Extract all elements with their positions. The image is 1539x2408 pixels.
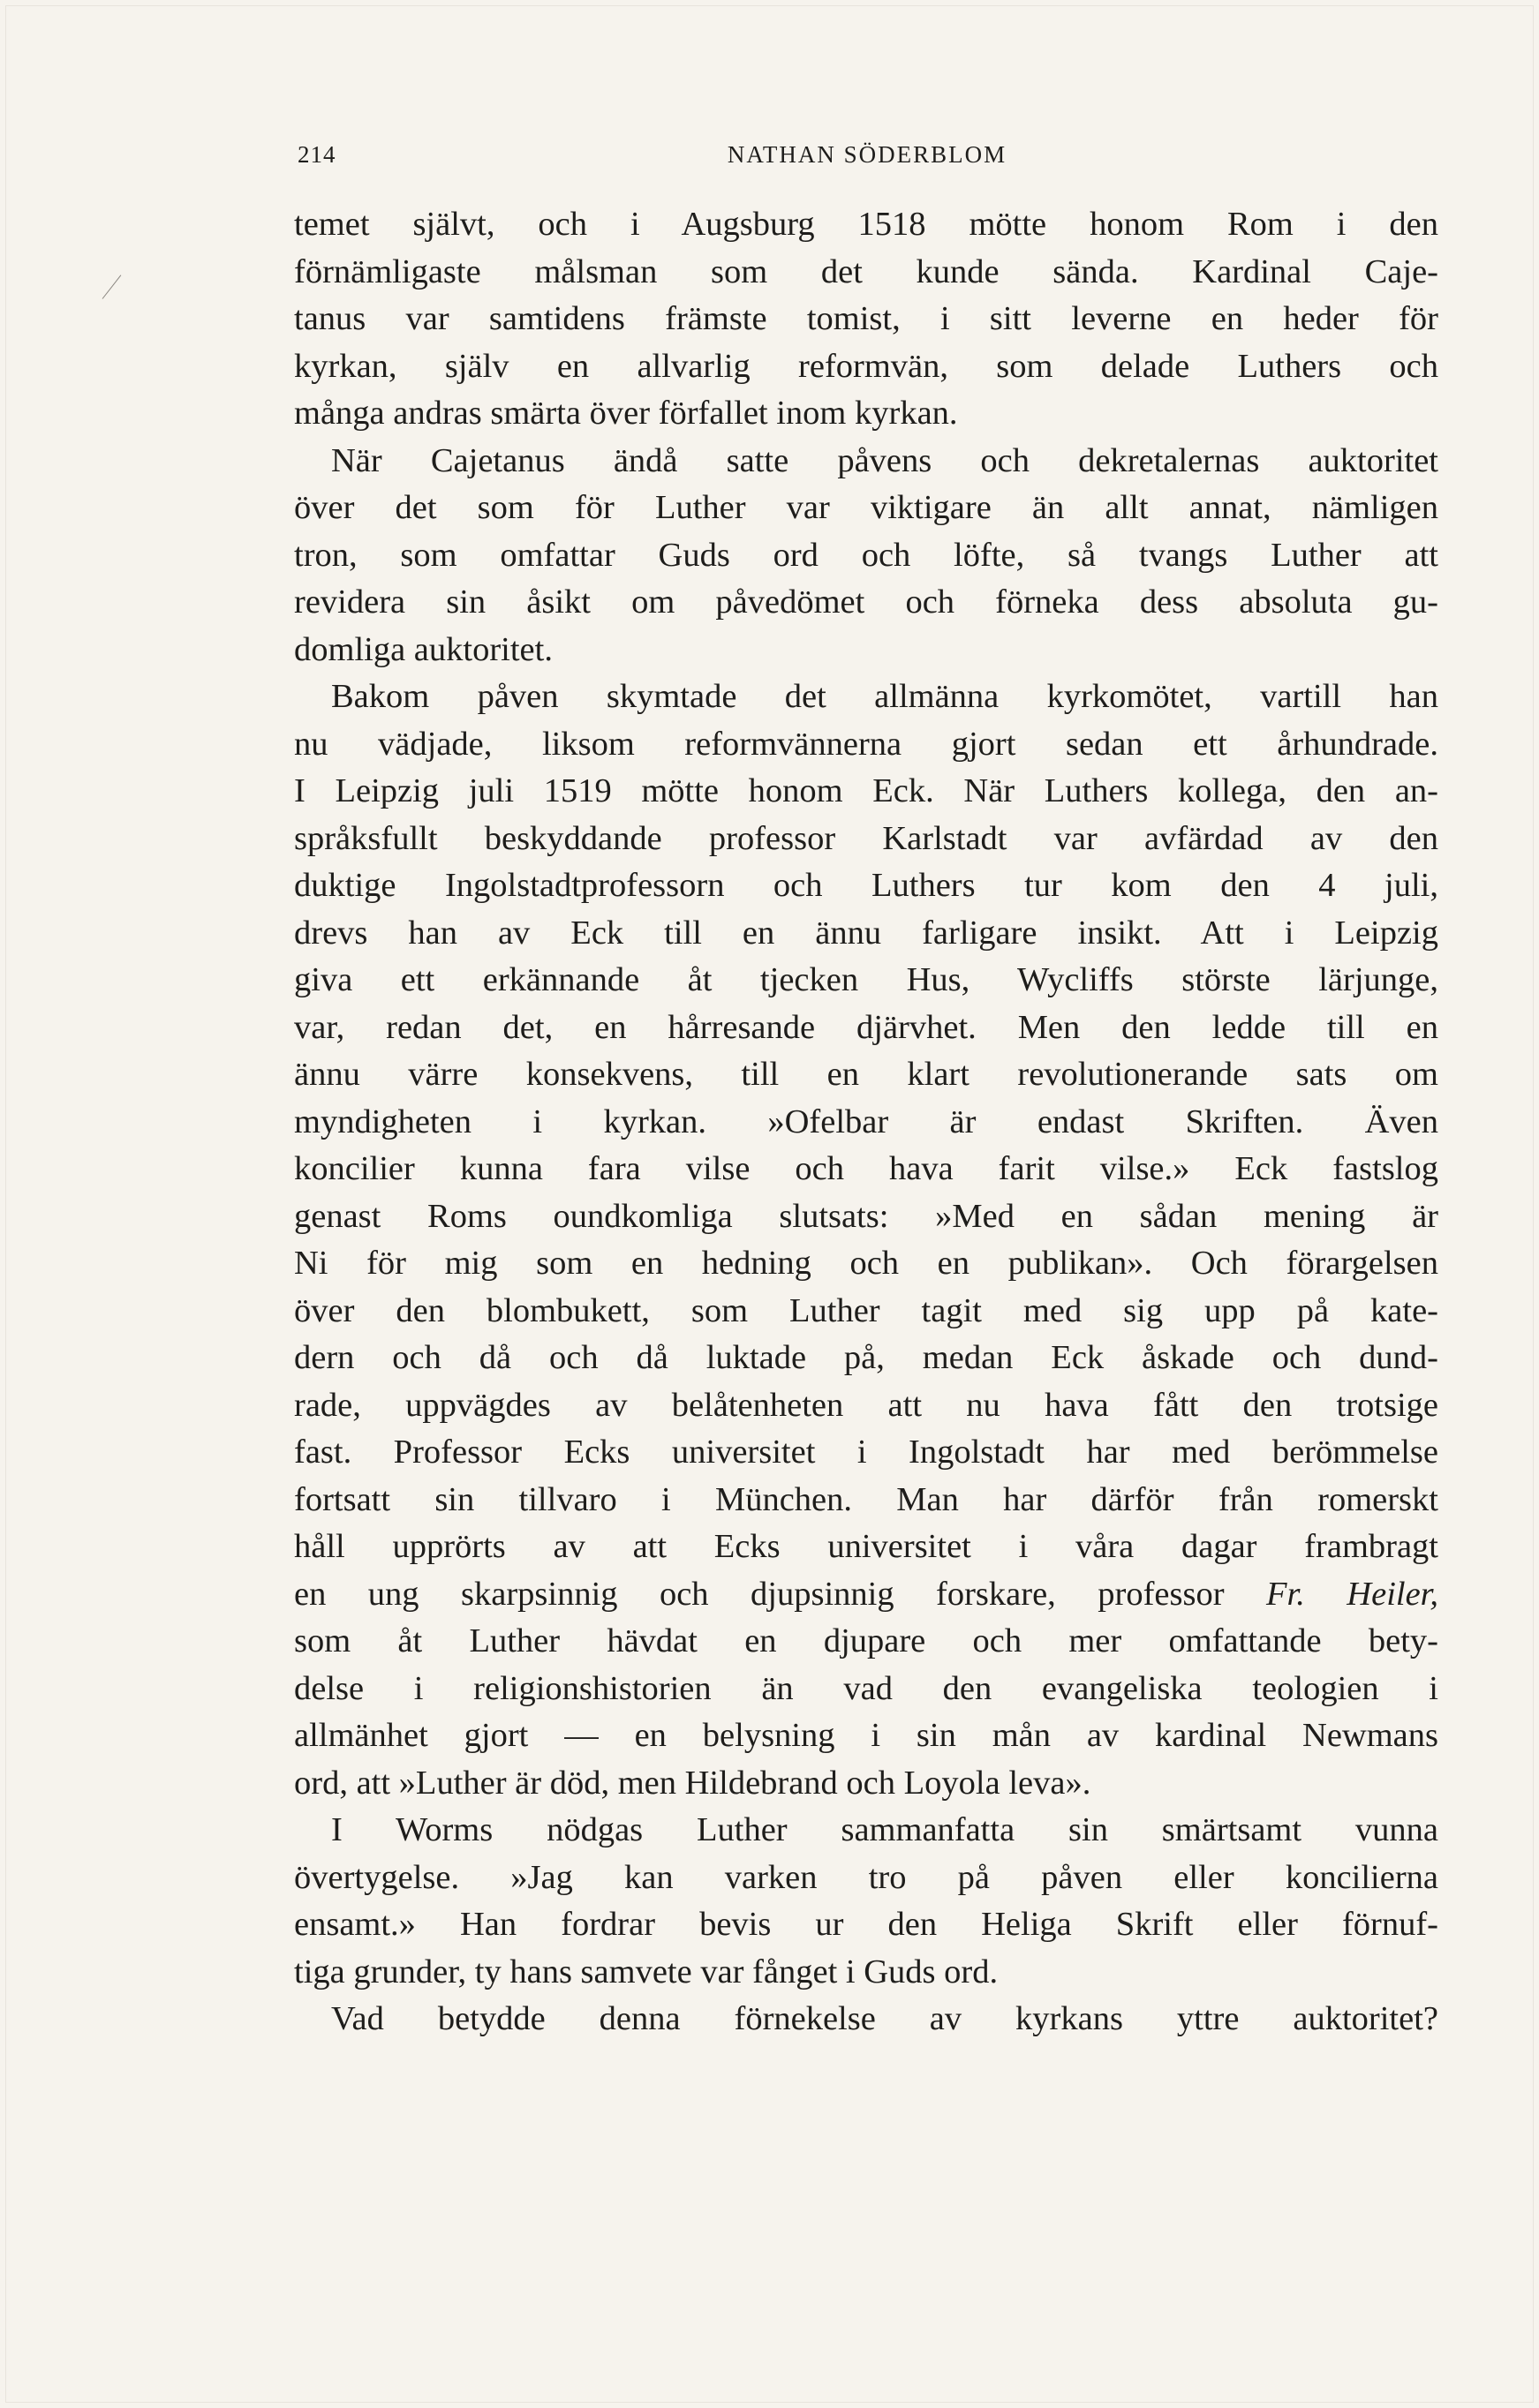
running-title: NATHAN SÖDERBLOM — [727, 141, 1007, 168]
text-line: som åt Luther hävdat en djupare och mer omfattande bety- — [294, 1622, 1438, 1659]
text-line: rade, uppvägdes av belåtenheten att nu hava fått den trotsige — [294, 1386, 1438, 1424]
text-line: ännu värre konsekvens, till en klart revolutionerande sats om — [294, 1056, 1438, 1093]
text-line: I Worms nödgas Luther sammanfatta sin smärtsamt vunna — [331, 1811, 1438, 1848]
text-line: kyrkan, själv en allvarlig reformvän, som delade Luthers och — [294, 347, 1438, 385]
text-line-segment: en ung skarpsinnig och djupsinnig forskare, professor — [294, 1575, 1225, 1613]
text-line: I Leipzig juli 1519 mötte honom Eck. När Luthers kollega, den an- — [294, 772, 1438, 809]
italic-name: Fr. Heiler, — [1265, 1575, 1439, 1613]
text-line: språksfullt beskyddande professor Karlstadt var avfärdad av den — [294, 819, 1438, 857]
page-header — [298, 141, 1437, 177]
text-line: tanus var samtidens främste tomist, i sitt leverne en heder för — [294, 300, 1438, 337]
text-line: förnämligaste målsman som det kunde sända. Kardinal Caje- — [294, 252, 1438, 290]
body-text — [294, 201, 1438, 2043]
text-line: duktige Ingolstadtprofessorn och Luthers tur kom den 4 juli, — [294, 867, 1438, 904]
text-line: När Cajetanus ändå satte påvens och dekretalernas auktoritet — [331, 441, 1438, 479]
text-line: myndigheten i kyrkan. »Ofelbar är endast Skriften. Även — [294, 1102, 1438, 1140]
text-line: ensamt.» Han fordrar bevis ur den Heliga Skrift eller förnuf- — [294, 1906, 1438, 1943]
text-line: koncilier kunna fara vilse och hava farit vilse.» Eck fastslog — [294, 1150, 1438, 1187]
text-line: fortsatt sin tillvaro i München. Man har därför från romerskt — [294, 1480, 1438, 1518]
text-line: temet självt, och i Augsburg 1518 mötte honom Rom i den — [294, 206, 1438, 243]
text-line: Ni för mig som en hedning och en publikan». Och förargelsen — [294, 1245, 1438, 1282]
text-line: nu vädjade, liksom reformvännerna gjort sedan ett århundrade. — [294, 725, 1438, 763]
text-line: genast Roms oundkomliga slutsats: »Med en sådan mening är — [294, 1197, 1438, 1235]
text-line: var, redan det, en hårresande djärvhet. Men den ledde till en — [294, 1008, 1438, 1046]
text-line-with-italic — [294, 1571, 1438, 1619]
text-line: giva ett erkännande åt tjecken Hus, Wycliffs störste lärjunge, — [294, 961, 1438, 998]
text-line: domliga auktoritet. — [294, 630, 553, 668]
text-line: delse i religionshistorien än vad den evangeliska teologien i — [294, 1669, 1438, 1707]
text-line: dern och då och då luktade på, medan Eck åskade och dund- — [294, 1339, 1438, 1376]
text-line: allmänhet gjort — en belysning i sin mån av kardinal Newmans — [294, 1717, 1438, 1754]
page-number: 214 — [298, 141, 336, 168]
text-line: fast. Professor Ecks universitet i Ingolstadt har med berömmelse — [294, 1434, 1438, 1471]
text-line: tiga grunder, ty hans samvete var fånget i Guds ord. — [294, 1953, 999, 1990]
text-line: övertygelse. »Jag kan varken tro på påven eller koncilierna — [294, 1858, 1438, 1896]
text-line: håll upprörts av att Ecks universitet i våra dagar frambragt — [294, 1528, 1438, 1565]
text-line: drevs han av Eck till en ännu farligare insikt. Att i Leipzig — [294, 914, 1438, 952]
text-line: tron, som omfattar Guds ord och löfte, så tvangs Luther att — [294, 536, 1438, 574]
text-line: Vad betydde denna förnekelse av kyrkans yttre auktoritet? — [331, 2000, 1438, 2037]
text-line: Bakom påven skymtade det allmänna kyrkomötet, vartill han — [331, 678, 1438, 715]
text-line: ord, att »Luther är död, men Hildebrand och Loyola leva». — [294, 1764, 1091, 1802]
text-line: revidera sin åsikt om påvedömet och förneka dess absoluta gu- — [294, 583, 1438, 621]
text-line: över den blombukett, som Luther tagit med sig upp på kate- — [294, 1291, 1438, 1329]
text-line: många andras smärta över förfallet inom kyrkan. — [294, 395, 958, 432]
pencil-mark — [102, 275, 122, 298]
text-line: över det som för Luther var viktigare än allt annat, nämligen — [294, 489, 1438, 526]
